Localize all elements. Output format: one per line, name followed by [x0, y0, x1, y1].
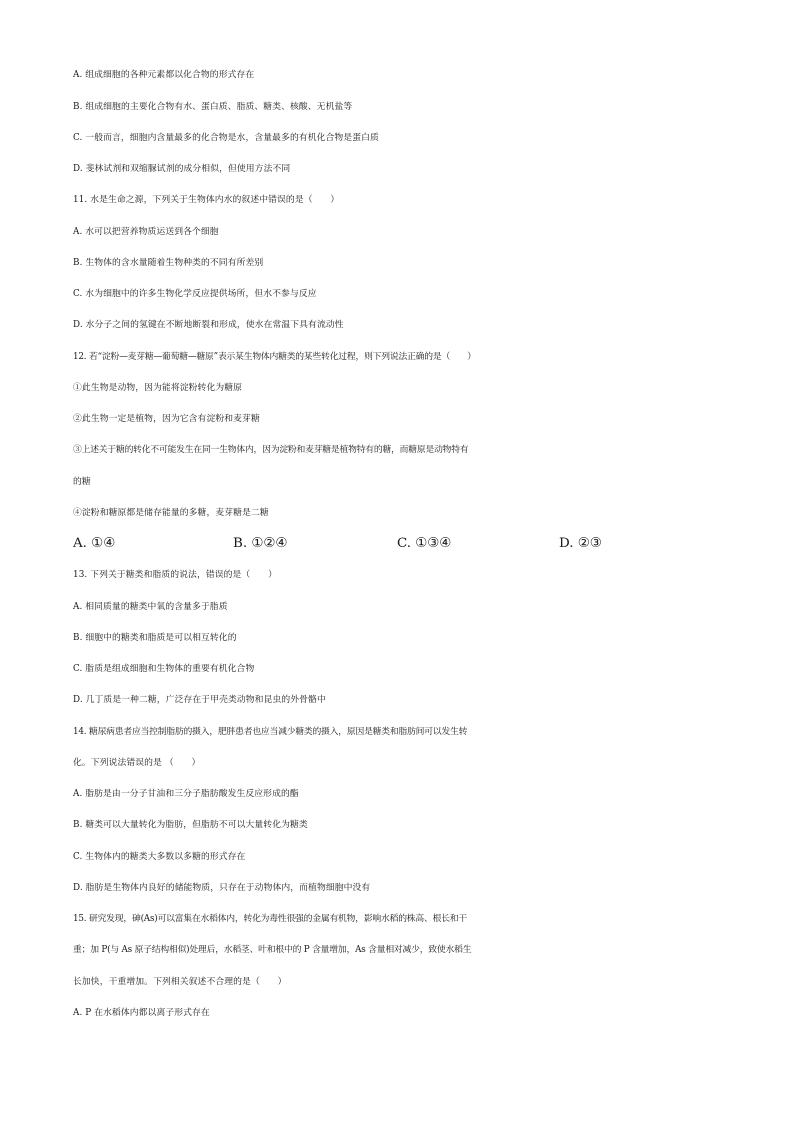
q15-stem: 15. 研究发现，砷(As)可以富集在水稻体内，转化为毒性很强的金属有机物，影响水稻的株高、根长和干 [73, 914, 467, 924]
q11-option-b: B. 生物体的含水量随着生物种类的不同有所差别 [73, 258, 264, 268]
q14-stem: 14. 糖尿病患者应当控制脂肪的摄入，肥胖患者也应当减少糖类的摄入，原因是糖类和脂肪间可以发生转 [73, 727, 468, 737]
q10-option-b: B. 组成细胞的主要化合物有水、蛋白质、脂质、糖类、核酸、无机盐等 [73, 102, 353, 112]
q14-option-c: C. 生物体内的糖类大多数以多糖的形式存在 [73, 852, 246, 862]
q14-option-d: D. 脂肪是生物体内良好的储能物质，只存在于动物体内，而植物细胞中没有 [73, 883, 371, 893]
q13-option-a: A. 相同质量的糖类中氧的含量多于脂质 [73, 602, 228, 612]
q12-statement-1: ①此生物是动物，因为能将淀粉转化为糖原 [73, 383, 243, 393]
q15-option-a: A. P 在水稻体内都以离子形式存在 [73, 1008, 210, 1018]
q10-option-d: D. 斐林试剂和双缩脲试剂的成分相似，但使用方法不同 [73, 164, 291, 174]
q12-stem: 12. 若“淀粉—麦芽糖—葡萄糖—糖原”表示某生物体内糖类的某些转化过程，则下列说法正确的是（ ） [73, 352, 476, 362]
q15-stem-cont-1: 重；加 P(与 As 原子结构相似)处理后，水稻茎、叶和根中的 P 含量增加，As 含量相对减少，致使水稻生 [73, 945, 472, 955]
q13-option-d: D. 几丁质是一种二糖，广泛存在于甲壳类动物和昆虫的外骨骼中 [73, 695, 326, 705]
q11-option-d: D. 水分子之间的氢键在不断地断裂和形成，使水在常温下具有流动性 [73, 320, 344, 330]
q13-stem: 13. 下列关于糖类和脂质的说法，错误的是（ ） [73, 570, 278, 580]
q11-option-c: C. 水为细胞中的许多生物化学反应提供场所，但水不参与反应 [73, 289, 317, 299]
q12-statement-3-cont: 的糖 [73, 477, 91, 487]
q12-statement-4: ④淀粉和糖原都是储存能量的多糖，麦芽糖是二糖 [73, 508, 269, 518]
q11-option-a: A. 水可以把营养物质运送到各个细胞 [73, 227, 219, 237]
q12-option-b: B. ①②④ [233, 536, 288, 551]
q14-option-a: A. 脂肪是由一分子甘油和三分子脂肪酸发生反应形成的酯 [73, 789, 299, 799]
q12-statement-3: ③上述关于糖的转化不可能发生在同一生物体内，因为淀粉和麦芽糖是植物特有的糖，而糖原是动物特有 [73, 445, 469, 455]
q12-option-a: A. ①④ [73, 536, 116, 551]
q14-stem-cont: 化。下列说法错误的是 （ ） [73, 758, 201, 768]
q12-option-c: C. ①③④ [397, 536, 452, 551]
q10-option-a: A. 组成细胞的各种元素都以化合物的形式存在 [73, 70, 255, 80]
q11-stem: 11. 水是生命之源，下列关于生物体内水的叙述中错误的是（ ） [73, 195, 340, 205]
q12-option-d: D. ②③ [559, 536, 602, 551]
q15-stem-cont-2: 长加快，干重增加。下列相关叙述不合理的是（ ） [73, 977, 287, 987]
q13-option-b: B. 细胞中的糖类和脂质是可以相互转化的 [73, 633, 237, 643]
q13-option-c: C. 脂质是组成细胞和生物体的重要有机化合物 [73, 664, 255, 674]
q14-option-b: B. 糖类可以大量转化为脂肪，但脂肪不可以大量转化为糖类 [73, 820, 308, 830]
q10-option-c: C. 一般而言，细胞内含量最多的化合物是水，含量最多的有机化合物是蛋白质 [73, 133, 379, 143]
q12-statement-2: ②此生物一定是植物，因为它含有淀粉和麦芽糖 [73, 414, 260, 424]
